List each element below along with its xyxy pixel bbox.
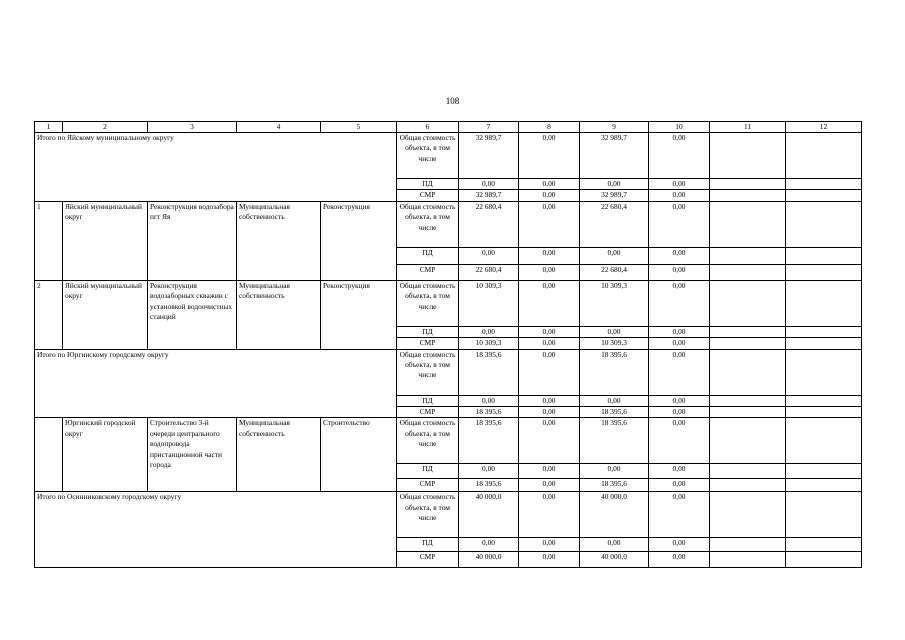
row-number: 2 <box>35 280 63 349</box>
value-cell: 0,00 <box>580 326 649 337</box>
smr-label: СМР <box>397 190 459 201</box>
value-cell: 32 989,7 <box>580 190 649 201</box>
table-row <box>35 201 862 247</box>
value-cell: 0,00 <box>649 538 710 552</box>
empty-cell <box>786 133 862 179</box>
group-title: Итого по Юргинскому городскому округу <box>35 349 397 418</box>
value-cell: 0,00 <box>649 326 710 337</box>
value-cell: 0,00 <box>649 407 710 418</box>
empty-cell <box>710 338 786 349</box>
pd-label: ПД <box>397 247 459 264</box>
group-title: Итого по Осинниковскому городскому округу <box>35 492 397 568</box>
smr-label: СМР <box>397 479 459 492</box>
pd-label: ПД <box>397 326 459 337</box>
empty-cell <box>710 190 786 201</box>
value-cell: 0,00 <box>519 264 580 280</box>
total-cost-label: Общая стоимость объекта, в том числе <box>397 201 459 247</box>
value-cell: 0,00 <box>580 538 649 552</box>
smr-label: СМР <box>397 407 459 418</box>
value-cell: 0,00 <box>519 418 580 464</box>
header-cell: 1 <box>35 122 63 133</box>
pd-label: ПД <box>397 179 459 190</box>
value-cell: 40 000,0 <box>580 492 649 538</box>
value-cell: 0,00 <box>519 338 580 349</box>
value-cell: 0,00 <box>519 407 580 418</box>
value-cell: 0,00 <box>649 464 710 479</box>
object-name: Реконструкция водозабора пгт Яя <box>148 201 237 280</box>
total-cost-label: Общая стоимость объекта, в том числе <box>397 349 459 395</box>
empty-cell <box>786 338 862 349</box>
value-cell: 0,00 <box>649 395 710 406</box>
header-cell: 10 <box>649 122 710 133</box>
empty-cell <box>710 552 786 568</box>
empty-cell <box>710 407 786 418</box>
header-cell: 5 <box>321 122 397 133</box>
empty-cell <box>710 280 786 326</box>
empty-cell <box>710 349 786 395</box>
total-cost-label: Общая стоимость объекта, в том числе <box>397 280 459 326</box>
empty-cell <box>710 264 786 280</box>
empty-cell <box>710 418 786 464</box>
value-cell: 0,00 <box>649 552 710 568</box>
value-cell: 0,00 <box>649 264 710 280</box>
municipality: Яйский муниципальный округ <box>63 201 148 280</box>
municipality: Яйский муниципальный округ <box>63 280 148 349</box>
header-cell: 7 <box>459 122 519 133</box>
header-cell: 8 <box>519 122 580 133</box>
value-cell: 0,00 <box>649 280 710 326</box>
value-cell: 10 309,3 <box>580 280 649 326</box>
value-cell: 0,00 <box>649 201 710 247</box>
value-cell: 0,00 <box>519 349 580 395</box>
value-cell: 18 395,6 <box>580 407 649 418</box>
value-cell: 18 395,6 <box>580 418 649 464</box>
value-cell: 0,00 <box>519 201 580 247</box>
pd-label: ПД <box>397 395 459 406</box>
value-cell: 40 000,0 <box>459 492 519 538</box>
value-cell: 10 309,3 <box>580 338 649 349</box>
value-cell: 32 989,7 <box>459 133 519 179</box>
table-row <box>35 280 862 326</box>
value-cell: 32 989,7 <box>580 133 649 179</box>
value-cell: 18 395,6 <box>459 418 519 464</box>
value-cell: 0,00 <box>649 247 710 264</box>
value-cell: 32 989,7 <box>459 190 519 201</box>
value-cell: 0,00 <box>459 464 519 479</box>
header-cell: 12 <box>786 122 862 133</box>
value-cell: 18 395,6 <box>580 349 649 395</box>
value-cell: 0,00 <box>459 395 519 406</box>
empty-cell <box>786 479 862 492</box>
empty-cell <box>786 179 862 190</box>
empty-cell <box>786 395 862 406</box>
value-cell: 0,00 <box>459 326 519 337</box>
value-cell: 18 395,6 <box>580 479 649 492</box>
row-number <box>35 418 63 492</box>
empty-cell <box>786 247 862 264</box>
empty-cell <box>710 538 786 552</box>
value-cell: 0,00 <box>459 247 519 264</box>
value-cell: 0,00 <box>459 538 519 552</box>
value-cell: 0,00 <box>519 538 580 552</box>
work-type: Реконструкция <box>321 201 397 280</box>
empty-cell <box>710 326 786 337</box>
header-cell: 9 <box>580 122 649 133</box>
empty-cell <box>786 492 862 538</box>
pd-label: ПД <box>397 464 459 479</box>
empty-cell <box>786 349 862 395</box>
object-name: Строительство 3-й очереди центрального водопровода пристанционной части города <box>148 418 237 492</box>
value-cell: 0,00 <box>519 479 580 492</box>
empty-cell <box>786 552 862 568</box>
page-number: 108 <box>445 96 460 106</box>
municipality: Юргинский городской округ <box>63 418 148 492</box>
value-cell: 22 680,4 <box>580 264 649 280</box>
value-cell: 0,00 <box>649 492 710 538</box>
value-cell: 40 000,0 <box>580 552 649 568</box>
value-cell: 18 395,6 <box>459 407 519 418</box>
value-cell: 0,00 <box>580 179 649 190</box>
empty-cell <box>786 407 862 418</box>
ownership: Муниципальная собственность <box>237 280 321 349</box>
pd-label: ПД <box>397 538 459 552</box>
table-row <box>35 492 862 538</box>
table-row <box>35 133 862 179</box>
group-title: Итого по Яйскому муниципальному округу <box>35 133 397 202</box>
total-cost-label: Общая стоимость объекта, в том числе <box>397 492 459 538</box>
empty-cell <box>786 464 862 479</box>
value-cell: 0,00 <box>519 492 580 538</box>
value-cell: 0,00 <box>649 349 710 395</box>
empty-cell <box>786 538 862 552</box>
smr-label: СМР <box>397 264 459 280</box>
empty-cell <box>710 492 786 538</box>
header-cell: 4 <box>237 122 321 133</box>
row-number: 1 <box>35 201 63 280</box>
empty-cell <box>786 280 862 326</box>
empty-cell <box>710 479 786 492</box>
value-cell: 0,00 <box>649 179 710 190</box>
header-cell: 11 <box>710 122 786 133</box>
value-cell: 0,00 <box>649 133 710 179</box>
ownership: Муниципальная собственность <box>237 418 321 492</box>
ownership: Муниципальная собственность <box>237 201 321 280</box>
empty-cell <box>786 190 862 201</box>
object-name: Реконструкция водозаборных скважин с установкой водоочистных станций <box>148 280 237 349</box>
value-cell: 0,00 <box>649 190 710 201</box>
value-cell: 0,00 <box>519 552 580 568</box>
value-cell: 22 680,4 <box>580 201 649 247</box>
total-cost-label: Общая стоимость объекта, в том числе <box>397 133 459 179</box>
work-type: Строительство <box>321 418 397 492</box>
value-cell: 18 395,6 <box>459 349 519 395</box>
header-cell: 3 <box>148 122 237 133</box>
value-cell: 0,00 <box>519 395 580 406</box>
value-cell: 0,00 <box>649 338 710 349</box>
empty-cell <box>786 326 862 337</box>
value-cell: 22 680,4 <box>459 201 519 247</box>
value-cell: 10 309,3 <box>459 280 519 326</box>
value-cell: 0,00 <box>649 479 710 492</box>
empty-cell <box>710 133 786 179</box>
header-row <box>35 122 862 133</box>
value-cell: 22 680,4 <box>459 264 519 280</box>
value-cell: 0,00 <box>519 326 580 337</box>
empty-cell <box>786 201 862 247</box>
value-cell: 0,00 <box>580 247 649 264</box>
smr-label: СМР <box>397 338 459 349</box>
smr-label: СМР <box>397 552 459 568</box>
empty-cell <box>710 395 786 406</box>
header-cell: 6 <box>397 122 459 133</box>
header-cell: 2 <box>63 122 148 133</box>
value-cell: 0,00 <box>519 280 580 326</box>
value-cell: 10 309,3 <box>459 338 519 349</box>
value-cell: 0,00 <box>519 179 580 190</box>
value-cell: 0,00 <box>519 133 580 179</box>
empty-cell <box>710 464 786 479</box>
value-cell: 18 395,6 <box>459 479 519 492</box>
empty-cell <box>710 247 786 264</box>
value-cell: 0,00 <box>649 418 710 464</box>
empty-cell <box>710 201 786 247</box>
total-cost-label: Общая стоимость объекта, в том числе <box>397 418 459 464</box>
table-row <box>35 349 862 395</box>
table-row <box>35 418 862 464</box>
value-cell: 0,00 <box>519 464 580 479</box>
empty-cell <box>786 418 862 464</box>
empty-cell <box>786 264 862 280</box>
value-cell: 0,00 <box>519 190 580 201</box>
value-cell: 0,00 <box>459 179 519 190</box>
value-cell: 0,00 <box>580 395 649 406</box>
value-cell: 0,00 <box>580 464 649 479</box>
value-cell: 0,00 <box>519 247 580 264</box>
empty-cell <box>710 179 786 190</box>
investment-table <box>34 121 862 568</box>
work-type: Реконструкция <box>321 280 397 349</box>
value-cell: 40 000,0 <box>459 552 519 568</box>
